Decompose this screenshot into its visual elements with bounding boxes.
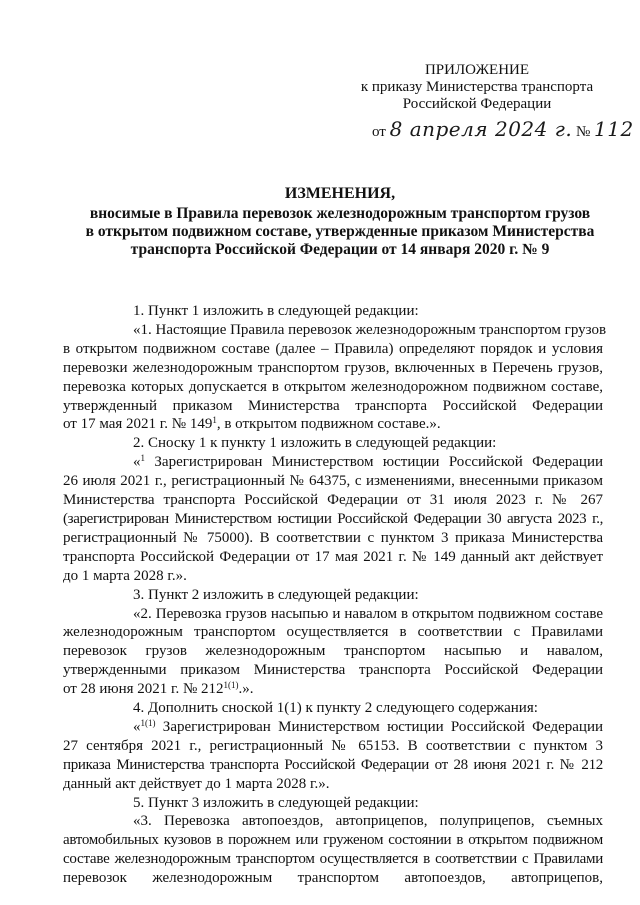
item-5-text-line: составе железнодорожным транспортом осуществляется в соответствии с Правилами — [63, 851, 603, 868]
item-5-heading: 5. Пункт 3 изложить в следующей редакции: — [133, 794, 419, 811]
item-3-text-line: «2. Перевозка грузов насыпью и навалом в открытом подвижном составе — [133, 605, 603, 622]
item-1-text-line: «1. Настоящие Правила перевозок железнодорожным транспортом грузов — [133, 321, 607, 338]
appendix-ministry: Российской Федерации — [402, 96, 552, 112]
document-title — [60, 185, 620, 259]
item-3-heading: 3. Пункт 2 изложить в следующей редакции: — [133, 586, 419, 603]
item-5-text-line: автомобильных кузовов в порожнем или груженом состоянии в открытом подвижном — [63, 832, 603, 849]
item-2-text-line: регистрационный № 75000). В соответствии с пунктом 3 приказа Министерства — [63, 529, 603, 546]
item-2-text-line: 26 июля 2021 г., регистрационный № 64375, с изменениями, внесенными приказом — [63, 473, 603, 490]
item-1-text-line: в открытом подвижном составе (далее – Правила) определяют порядок и условия — [63, 340, 603, 357]
item-4-text-line: «$^{1(1)}$ Зарегистрирован Министерством юстиции Российской Федерации — [133, 717, 603, 735]
item-1-text-line: утвержденный приказом Министерства транспорта Российской Федерации — [63, 397, 603, 414]
handwritten-order-date: 8 апреля 2024 г. — [389, 117, 573, 141]
item-2-text-line: до 1 марта 2028 г.». — [63, 567, 187, 584]
item-1-text-line: перевозки железнодорожным транспортом грузов, включенных в Перечень грузов, — [63, 359, 603, 376]
item-2-heading: 2. Сноску 1 к пункту 1 изложить в следующей редакции: — [133, 435, 497, 452]
order-date-line — [372, 117, 634, 141]
item-2-text-line: «$^1$ Зарегистрирован Министерством юстиции Российской Федерации — [133, 453, 603, 471]
item-3-text-line: от 28 июня 2021 г. № $212^{1(1)}$.». — [63, 680, 254, 698]
appendix-to-order: к приказу Министерства транспорта — [360, 79, 594, 95]
item-1-heading: 1. Пункт 1 изложить в следующей редакции: — [133, 303, 419, 319]
item-1-text-line: от 17 мая 2021 г. № $149^1$, в открытом подвижном составе.». — [63, 415, 441, 433]
title-line-3: транспорта Российской Федерации от 14 января 2020 г. № 9 — [130, 241, 550, 258]
title-line-1: вносимые в Правила перевозок железнодорожным транспортом грузов — [89, 205, 591, 222]
item-5-text-line: перевозок железнодорожным транспортом автопоездов, автоприцепов, — [63, 870, 603, 887]
order-number-label: № — [575, 124, 591, 140]
item-3-text-line: утвержденными приказом Министерства транспорта Российской Федерации — [63, 662, 603, 679]
handwritten-order-number: 112 — [594, 117, 634, 141]
document-body — [63, 302, 607, 888]
item-4-text-line: 27 сентября 2021 г., регистрационный № 65153. В соответствии с пунктом 3 — [63, 737, 603, 754]
title-line-2: в открытом подвижном составе, утвержденные приказом Министерства — [85, 223, 595, 240]
item-2-text-line: (зарегистрирован Министерством юстиции Российской Федерации 30 августа 2023 г., — [63, 510, 603, 527]
item-2-text-line: транспорта Российской Федерации от 17 мая 2021 г. № 149 данный акт действует — [63, 548, 603, 565]
item-2-text-line: Министерства транспорта Российской Федерации от 31 июля 2023 г. № 267 — [63, 492, 603, 509]
appendix-title: ПРИЛОЖЕНИЕ — [424, 62, 530, 78]
order-prefix: от — [372, 124, 386, 140]
title-main: ИЗМЕНЕНИЯ, — [284, 185, 396, 202]
item-1-text-line: перевозка которых допускается в открытом железнодорожном подвижном составе, — [63, 378, 603, 395]
appendix-header — [352, 62, 602, 113]
item-3-text-line: перевозок грузов железнодорожным транспортом насыпью и навалом, — [63, 643, 603, 660]
item-4-text-line: приказа Министерства транспорта Российской Федерации от 28 июня 2021 г. № 212 — [63, 756, 603, 773]
item-5-text-line: «3. Перевозка автопоездов, автоприцепов, полуприцепов, съемных — [133, 813, 603, 830]
item-4-text-line: данный акт действует до 1 марта 2028 г.». — [63, 775, 330, 792]
item-4-heading: 4. Дополнить сноской 1(1) к пункту 2 следующего содержания: — [133, 700, 538, 717]
item-3-text-line: железнодорожным транспортом осуществляется в соответствии с Правилами — [63, 624, 603, 641]
